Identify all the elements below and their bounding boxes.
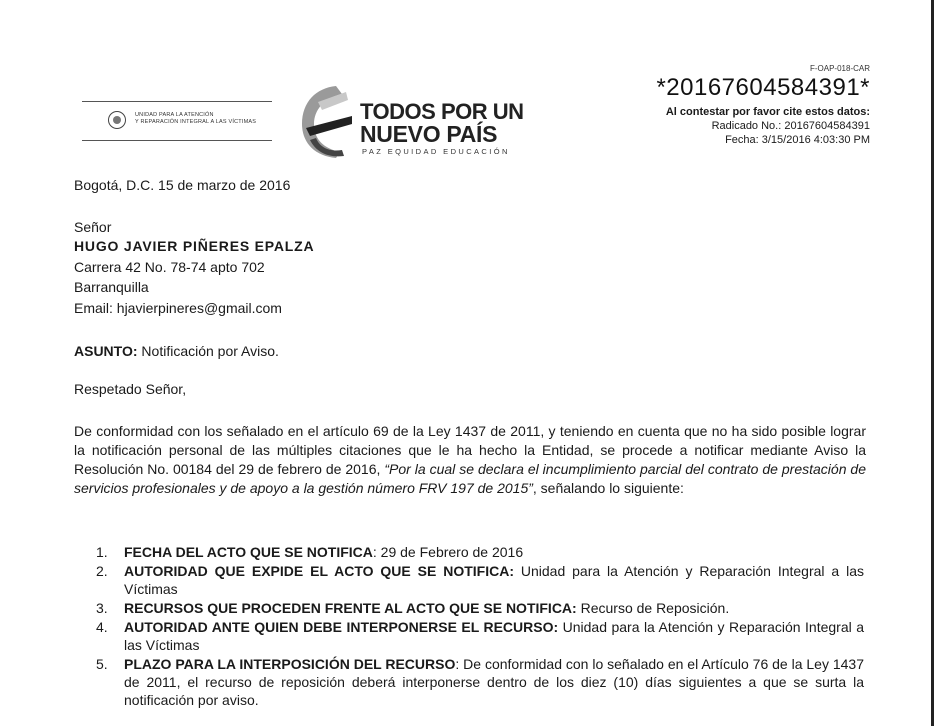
item-label: AUTORIDAD ANTE QUIEN DEBE INTERPONERSE EL RECURSO:: [124, 619, 559, 635]
coat-of-arms-icon: [108, 111, 126, 129]
barcode-number: *20167604584391*: [656, 74, 870, 101]
list-item: [96, 618, 864, 654]
item-number: 4.: [96, 619, 108, 635]
radicado-date: Fecha: 3/15/2016 4:03:30 PM: [725, 134, 870, 146]
item-text: Unidad para la Atención y Reparación Integral a las Víctimas: [124, 619, 864, 653]
item-number: 1.: [96, 544, 108, 560]
logo-tagline: PAZ EQUIDAD EDUCACIÓN: [362, 147, 510, 156]
header-rule-top: [82, 101, 272, 102]
subject-text: Notificación por Aviso.: [137, 343, 279, 359]
agency-line-2: Y REPARACIÓN INTEGRAL A LAS VÍCTIMAS: [135, 119, 257, 125]
recipient-email: Email: hjavierpineres@gmail.com: [74, 300, 282, 316]
notification-details-list: [96, 543, 864, 710]
todos-por-un-nuevo-pais-logo-icon: [296, 82, 358, 162]
item-label: PLAZO PARA LA INTERPOSICIÓN DEL RECURSO: [124, 656, 456, 672]
body-paragraph: [74, 422, 866, 498]
item-label: FECHA DEL ACTO QUE SE NOTIFICA: [124, 544, 373, 560]
item-number: 3.: [96, 600, 108, 616]
subject-label: ASUNTO:: [74, 343, 138, 359]
body-intro: De conformidad con los señalado en el artículo 69 de la Ley 1437 de 2011, y teniendo en cuenta que no ha sido posible lograr la notificación personal de las múltiples citaciones que le ha hecho la Entidad, se procede a notificar mediante Aviso la Resolución No. 00184 del 29 de febrero de 2016,: [74, 423, 866, 477]
agency-line-1: UNIDAD PARA LA ATENCIÓN: [135, 112, 214, 118]
list-item: [96, 655, 864, 709]
radicado-number: Radicado No.: 20167604584391: [711, 120, 870, 132]
list-item: [96, 543, 864, 561]
recipient-address: Carrera 42 No. 78-74 apto 702: [74, 259, 265, 275]
item-number: 5.: [96, 656, 108, 672]
item-number: 2.: [96, 563, 108, 579]
recipient-title: Señor: [74, 219, 112, 235]
list-item: [96, 599, 864, 617]
item-text: : 29 de Febrero de 2016: [372, 544, 524, 560]
header-rule-bottom: [82, 140, 272, 141]
item-label: RECURSOS QUE PROCEDEN FRENTE AL ACTO QUE SE NOTIFICA:: [124, 600, 577, 616]
item-label: AUTORIDAD QUE EXPIDE EL ACTO QUE SE NOTIFICA:: [124, 563, 514, 579]
body-quote: “Por la cual se declara el incumplimiento parcial del contrato de prestación de servicios profesionales y de apoyo a la gestión número FRV 197 de 2015”: [74, 461, 867, 496]
subject-line: [74, 342, 279, 361]
cite-instruction: Al contestar por favor cite estos datos:: [665, 106, 870, 118]
recipient-city: Barranquilla: [74, 279, 149, 295]
item-text: Unidad para la Atención y Reparación Integral a las Víctimas: [124, 563, 864, 597]
body-end: , señalando lo siguiente:: [532, 480, 684, 496]
item-text: Recurso de Reposición.: [576, 600, 730, 616]
place-and-date: Bogotá, D.C. 15 de marzo de 2016: [74, 177, 291, 193]
logo-text-line-1: TODOS POR UN: [360, 99, 524, 124]
item-text: : De conformidad con lo señalado en el Artículo 76 de la Ley 1437 de 2011, el recurso de reposición deberá interponerse dentro de los diez (10) días siguientes a que se surta la notificación por aviso.: [124, 656, 865, 708]
agency-name: [135, 112, 256, 126]
recipient-name: HUGO JAVIER PIÑERES EPALZA: [74, 238, 315, 254]
form-code: F-OAP-018-CAR: [809, 64, 870, 73]
list-item: [96, 562, 864, 598]
greeting: Respetado Señor,: [74, 381, 187, 397]
logo-text-line-2: NUEVO PAÍS: [360, 121, 498, 147]
